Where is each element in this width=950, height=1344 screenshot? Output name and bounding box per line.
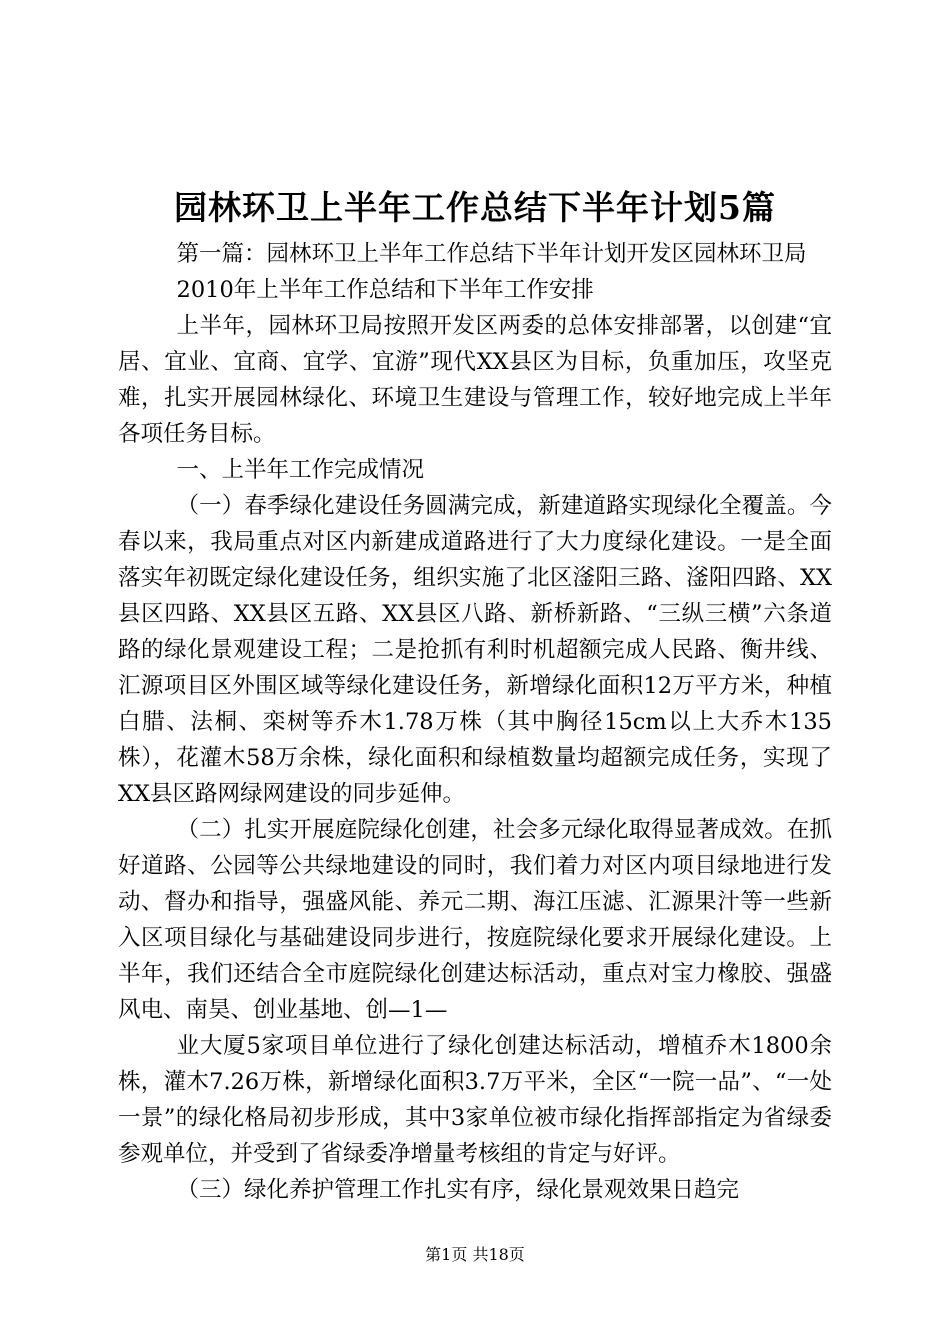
paragraph-subtitle: 2010年上半年工作总结和下半年工作安排: [176, 277, 594, 303]
paragraph-item-2-cont: 业大厦5家项目单位进行了绿化创建达标活动，增植乔木1800余株，灌木7.26万株，新增绿化面积3.7万平米，全区“一院一品”、“一处一景”的绿化格局初步形成，其中3家单位被市绿化指挥部指定为省绿委参观单位，并受到了省绿委净增量考核组的肯定与好评。: [118, 1033, 832, 1167]
paragraph-item-2: （二）扎实开展庭院绿化创建，社会多元绿化取得显著成效。在抓好道路、公园等公共绿地建设的同时，我们着力对区内项目绿地进行发动、督办和指导，强盛风能、养元二期、海江压滤、汇源果汁等一些新入区项目绿化与基础建设同步进行，按庭院绿化要求开展绿化建设。上半年，我们还结合全市庭院绿化创建达标活动，重点对宝力橡胶、强盛风电、南昊、创业基地、创—1—: [118, 817, 832, 1023]
paragraph-item-1: （一）春季绿化建设任务圆满完成，新建道路实现绿化全覆盖。今春以来，我局重点对区内新建成道路进行了大力度绿化建设。一是全面落实年初既定绿化建设任务，组织实施了北区滏阳三路、滏阳四路、XX县区四路、XX县区五路、XX县区八路、新桥新路、“三纵三横”六条道路的绿化景观建设工程；二是抢抓有利时机超额完成人民路、衡井线、汇源项目区外围区域等绿化建设任务，新增绿化面积12万平方米，种植白腊、法桐、栾树等乔木1.78万株（其中胸径15cm以上大乔木135株），花灌木58万余株，绿化面积和绿植数量均超额完成任务，实现了XX县区路网绿网建设的同步延伸。: [118, 493, 832, 807]
document-body: [118, 236, 832, 1208]
paragraph-chapter-heading: 第一篇：园林环卫上半年工作总结下半年计划开发区园林环卫局: [176, 241, 807, 267]
page-footer: 第1页 共18页: [425, 1245, 525, 1264]
paragraph-item-3: （三）绿化养护管理工作扎实有序，绿化景观效果日趋完: [176, 1177, 740, 1203]
document-title: 园林环卫上半年工作总结下半年计划5篇: [174, 188, 776, 227]
paragraph-section-heading: 一、上半年工作完成情况: [176, 457, 425, 483]
paragraph-intro: 上半年，园林环卫局按照开发区两委的总体安排部署，以创建“宜居、宜业、宜商、宜学、宜游”现代XX县区为目标，负重加压，攻坚克难，扎实开展园林绿化、环境卫生建设与管理工作，较好地完成上半年各项任务目标。: [118, 313, 832, 447]
